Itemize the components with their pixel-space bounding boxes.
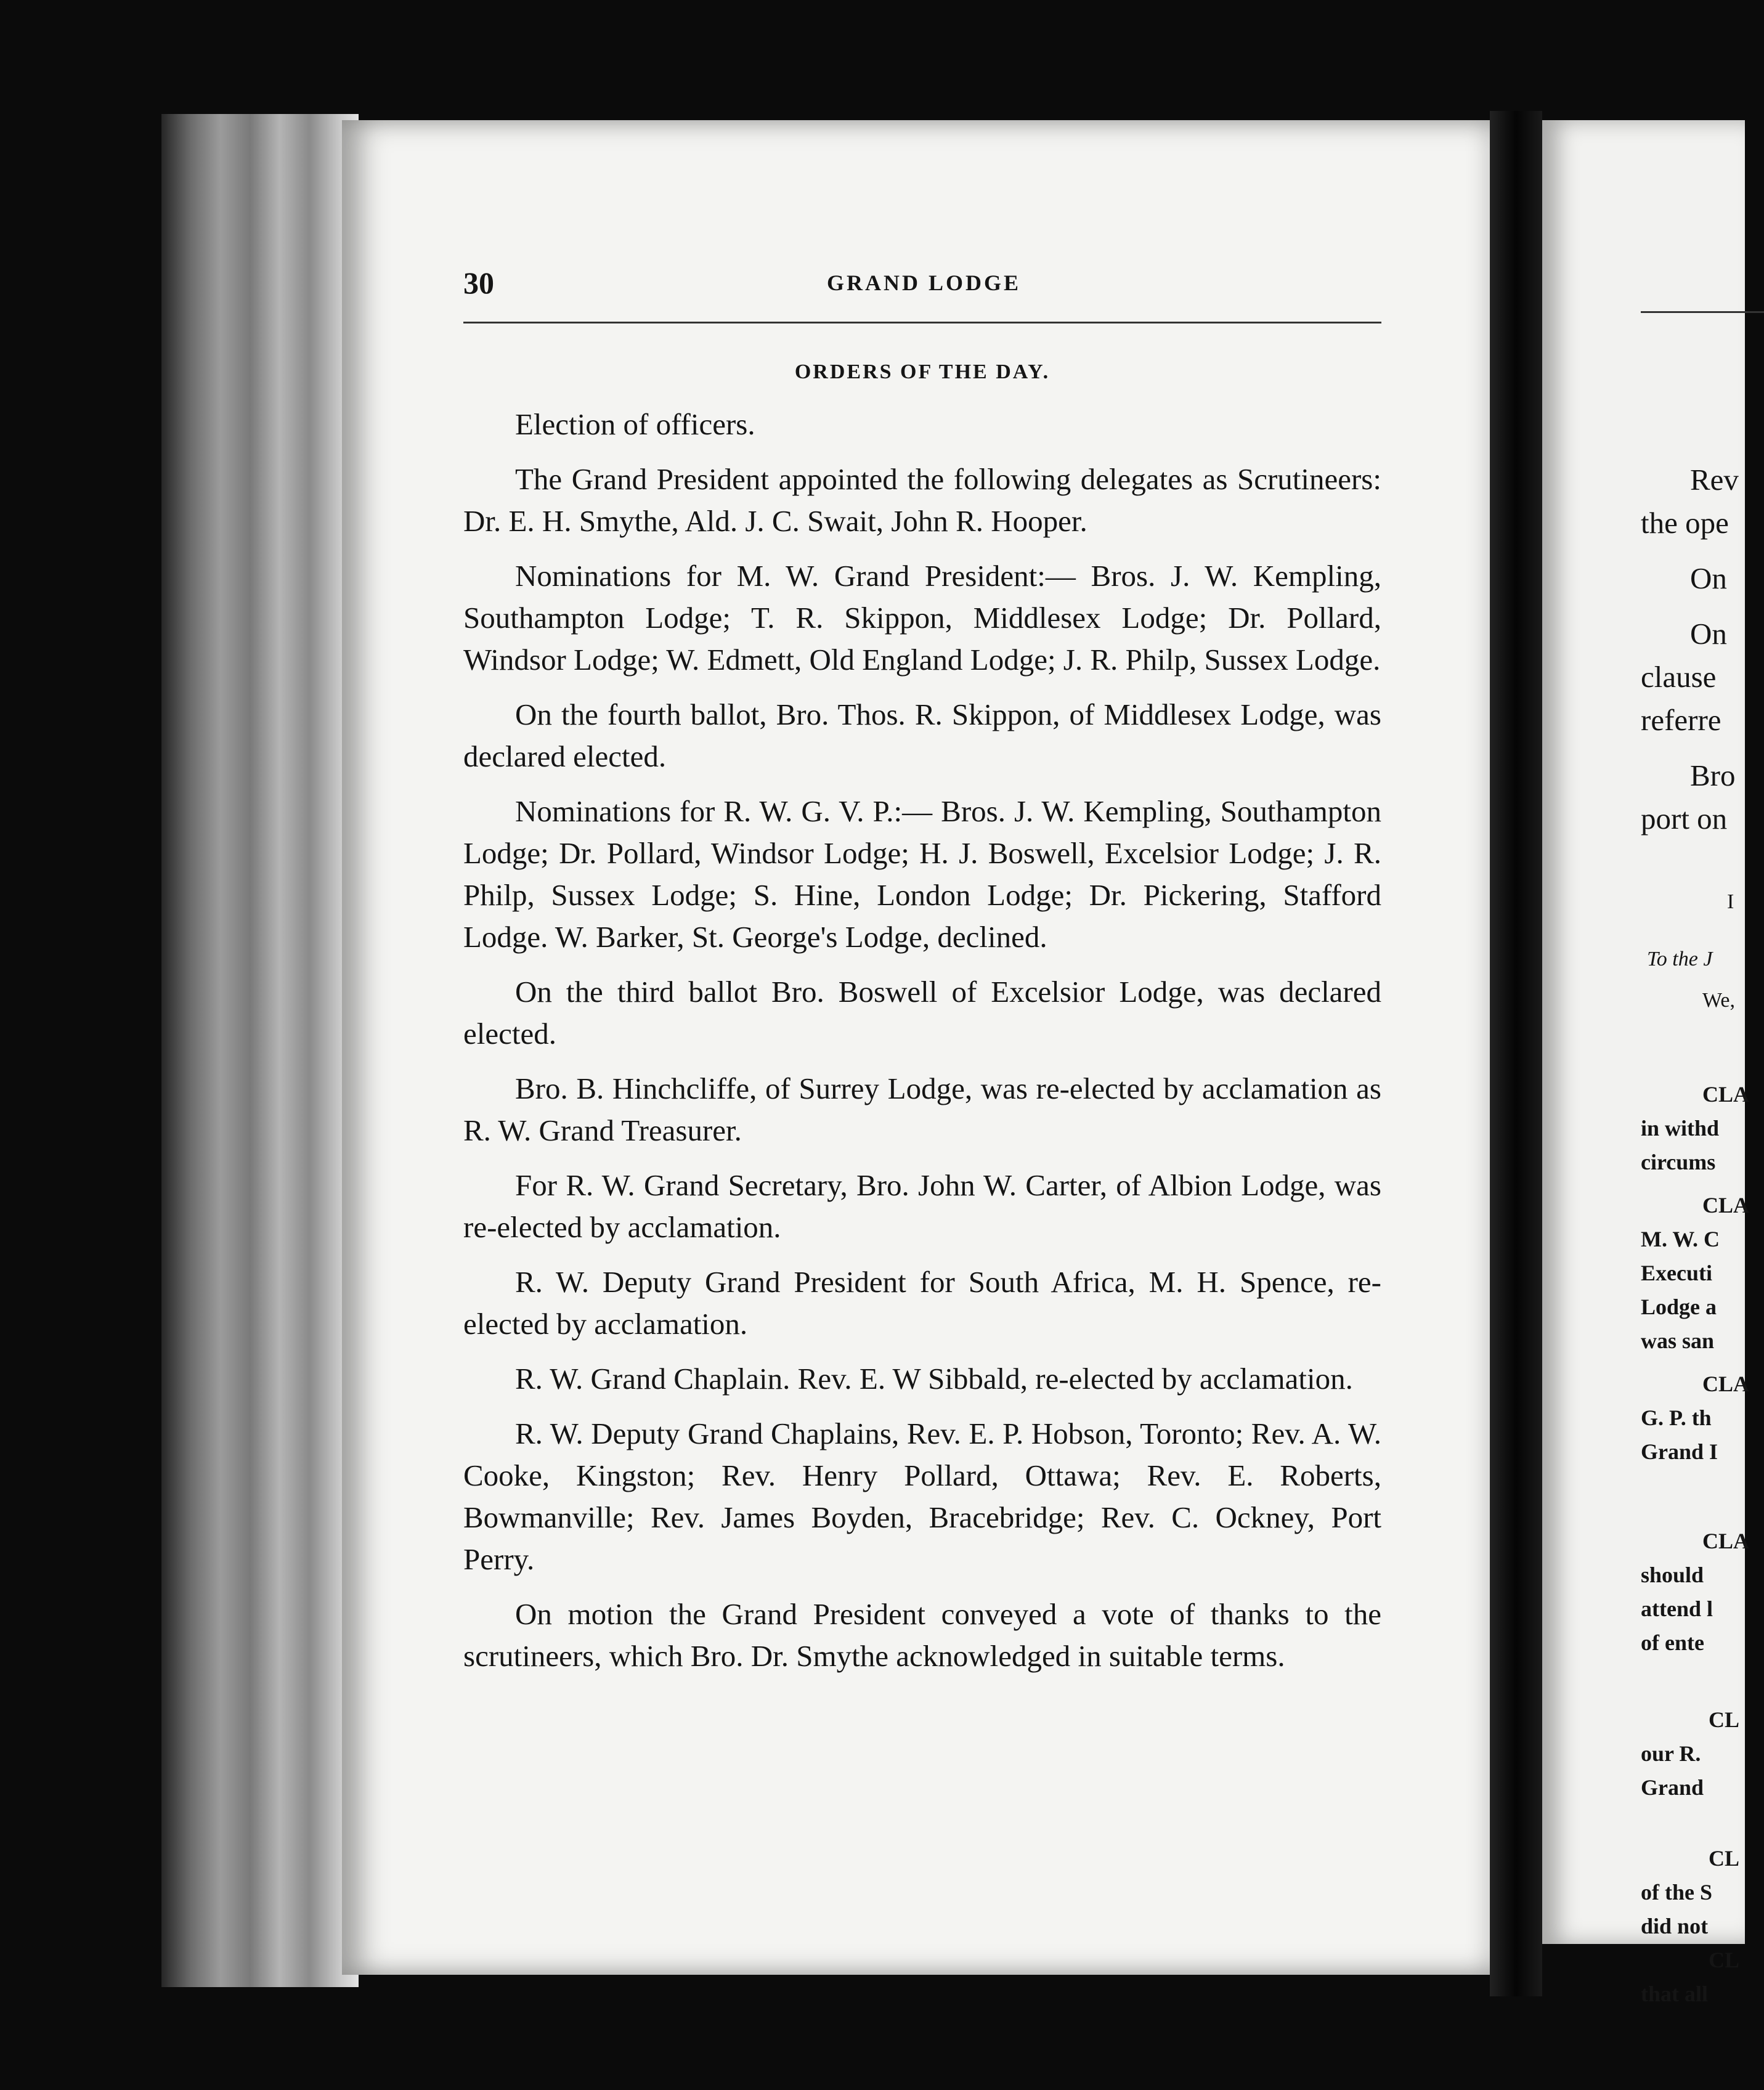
right-page-fragment: did not [1641,1914,1709,1938]
right-page-fragment: port on [1641,802,1728,836]
right-page-fragment: CL [1709,1846,1740,1871]
right-page-fragment: was san [1641,1328,1715,1353]
right-page-fragment: attend l [1641,1596,1713,1621]
paragraph: Nominations for M. W. Grand President:— Bros. J. W. Kempling, Southampton Lodge; T. R. Skippon, Middlesex Lodge; Dr. Pollard, Windsor Lodge; W. Edmett, Old England Lodge; J. R. Philp, Sussex Lodge. [463,559,1381,677]
header-rule [463,322,1381,323]
right-page-fragment: should [1641,1563,1704,1587]
right-page-fragment: CLA [1702,1529,1750,1553]
right-page-fragment: Grand I [1641,1439,1718,1464]
body-text [463,404,1381,1690]
right-page-fragment: CL [1709,1707,1740,1732]
section-heading: ORDERS OF THE DAY. [794,360,1051,383]
paragraph: On the fourth ballot, Bro. Thos. R. Skippon, of Middlesex Lodge, was declared elected. [463,697,1381,773]
right-page-fragment: clause [1641,660,1717,694]
right-page-fragment: G. P. th [1641,1405,1712,1430]
paragraph: Election of officers. [515,407,755,441]
right-page [1542,120,1750,2006]
paragraph: The Grand President appointed the following delegates as Scrutineers: Dr. E. H. Smythe, Ald. J. C. Swait, John R. Hooper. [463,462,1381,538]
paragraph: Bro. B. Hinchcliffe, of Surrey Lodge, was re-elected by acclamation as R. W. Grand Treasurer. [463,1071,1381,1147]
right-page-fragment: I [1727,890,1734,913]
right-page-fragment: Executi [1641,1261,1712,1285]
right-page-fragment: On [1690,561,1727,595]
right-page-fragment: CL [1709,1948,1740,1972]
right-page-fragment: the ope [1641,506,1729,540]
paragraph: Nominations for R. W. G. V. P.:— Bros. J. W. Kempling, Southampton Lodge; Dr. Pollard, Windsor Lodge; H. J. Boswell, Excelsior Lodge; J. R. Philp, Sussex Lodge; S. Hine, London Lodge; Dr. Pickering, Stafford Lodge. W. Barker, St. George's Lodge, declined. [463,794,1381,954]
right-page-fragment: our R. [1641,1741,1701,1766]
right-page-fragment: in withd [1641,1116,1720,1141]
running-head [463,265,1381,308]
right-page-fragment: circums [1641,1150,1716,1174]
paragraph: R. W. Deputy Grand Chaplains, Rev. E. P. Hobson, Toronto; Rev. A. W. Cooke, Kingston; Rev. Henry Pollard, Ottawa; Rev. E. Roberts, Bowmanville; Rev. James Boyden, Bracebridge; Rev. C. Ockney, Port Perry. [463,1417,1381,1576]
right-page-fragment: that all [1641,1982,1709,2006]
right-page-fragment: of ente [1641,1630,1704,1655]
paragraph: On the third ballot Bro. Boswell of Excelsior Lodge, was declared elected. [463,975,1381,1051]
right-page-fragment: To the J [1647,948,1713,970]
right-page-fragment: We, [1702,989,1735,1012]
right-page-fragment: CLA [1702,1082,1750,1107]
right-page-fragment: Grand [1641,1775,1704,1800]
book-page-edges [161,114,359,1987]
right-page-fragment: Rev [1690,463,1739,497]
paragraph: R. W. Grand Chaplain. Rev. E. W Sibbald, re-elected by acclamation. [515,1362,1353,1396]
right-page-fragment: referre [1641,703,1721,737]
page-number: 30 [463,266,494,300]
paragraph: For R. W. Grand Secretary, Bro. John W. Carter, of Albion Lodge, was re-elected by acclamation. [463,1168,1381,1244]
paragraph: R. W. Deputy Grand President for South Africa, M. H. Spence, re-elected by acclamation. [463,1265,1381,1341]
paragraph: On motion the Grand President conveyed a vote of thanks to the scrutineers, which Bro. Dr. Smythe acknowledged in suitable terms. [463,1597,1381,1673]
right-page-fragment: Bro [1690,758,1736,792]
right-page-fragment: On [1690,617,1727,651]
right-page-rule [1641,311,1764,313]
running-head-title: GRAND LODGE [827,270,1022,295]
right-page-fragment: Lodge a [1641,1295,1717,1319]
right-page-fragment: CLA [1702,1372,1750,1396]
right-page-fragment: CLA [1702,1193,1750,1218]
right-page-fragment: M. W. C [1641,1227,1720,1251]
book-gutter [1490,111,1542,1996]
right-page-fragment: of the S [1641,1880,1712,1905]
